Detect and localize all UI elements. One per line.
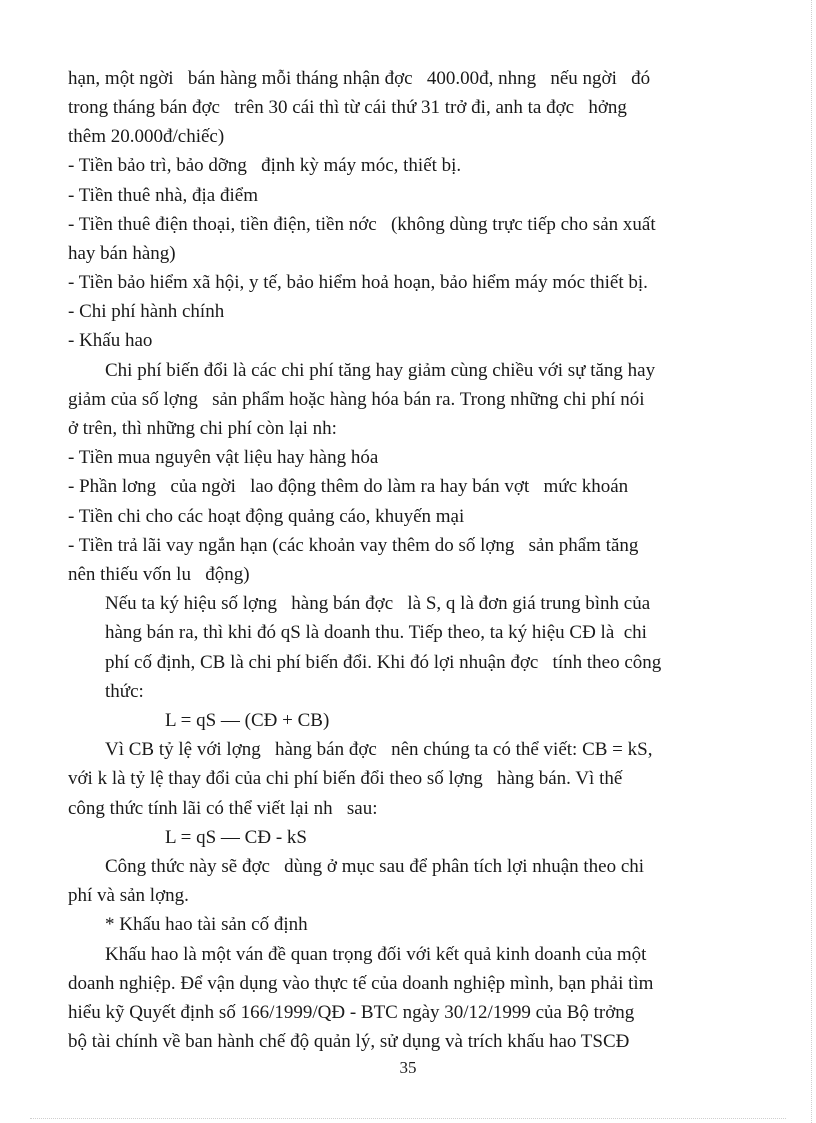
text-line: hiểu kỹ Quyết định số 166/1999/QĐ - BTC ngày 30/12/1999 của Bộ trởng bbox=[68, 1002, 635, 1023]
text-line: Công thức này sẽ đợc dùng ở mục sau để phân tích lợi nhuận theo chi bbox=[105, 856, 645, 877]
text-line: hay bán hàng) bbox=[68, 243, 176, 264]
text-line: giảm của số lợng sản phẩm hoặc hàng hóa bán ra. Trong những chi phí nói bbox=[68, 389, 645, 410]
text-line: - Tiền chi cho các hoạt động quảng cáo, khuyến mại bbox=[68, 506, 465, 527]
text-line: hạn, một ngời bán hàng mỗi tháng nhận đợc 400.00đ, nhng nếu ngời đó bbox=[68, 68, 651, 89]
text-line: thức: bbox=[105, 681, 144, 702]
text-line: Vì CB tỷ lệ với lợng hàng bán đợc nên chúng ta có thể viết: CB = kS, bbox=[105, 739, 653, 760]
page-border-bottom bbox=[30, 1118, 786, 1119]
text-line: phí và sản lợng. bbox=[68, 885, 189, 906]
text-line: Nếu ta ký hiệu số lợng hàng bán đợc là S, q là đơn giá trung bình của bbox=[105, 593, 651, 614]
text-line: công thức tính lãi có thể viết lại nh sau: bbox=[68, 798, 378, 819]
text-line: - Khấu hao bbox=[68, 330, 153, 351]
text-line: phí cố định, CB là chi phí biến đổi. Khi đó lợi nhuận đợc tính theo công bbox=[105, 652, 662, 673]
text-line: nên thiếu vốn lu động) bbox=[68, 564, 250, 585]
text-line: - Tiền thuê điện thoại, tiền điện, tiền nớc (không dùng trực tiếp cho sản xuất bbox=[68, 214, 656, 235]
text-line: ở trên, thì những chi phí còn lại nh: bbox=[68, 418, 337, 439]
text-line: hàng bán ra, thì khi đó qS là doanh thu. Tiếp theo, ta ký hiệu CĐ là chi bbox=[105, 622, 647, 643]
text-line: bộ tài chính về ban hành chế độ quản lý, sử dụng và trích khấu hao TSCĐ bbox=[68, 1031, 630, 1052]
text-line: Khấu hao là một ván đề quan trọng đối với kết quả kinh doanh của một bbox=[105, 944, 647, 965]
formula: L = qS — (CĐ + CB) bbox=[165, 710, 330, 731]
text-line: doanh nghiệp. Để vận dụng vào thực tế của doanh nghiệp mình, bạn phải tìm bbox=[68, 973, 654, 994]
text-line: - Tiền trả lãi vay ngắn hạn (các khoản vay thêm do số lợng sản phẩm tăng bbox=[68, 535, 639, 556]
page-number: 35 bbox=[399, 1058, 417, 1077]
text-line: - Tiền thuê nhà, địa điểm bbox=[68, 185, 258, 206]
text-line: - Tiền bảo hiểm xã hội, y tế, bảo hiểm hoả hoạn, bảo hiểm máy móc thiết bị. bbox=[68, 272, 648, 293]
text-line: - Tiền mua nguyên vật liệu hay hàng hóa bbox=[68, 447, 379, 468]
text-line: - Chi phí hành chính bbox=[68, 301, 225, 322]
section-heading: * Khấu hao tài sản cố định bbox=[105, 914, 308, 935]
text-line: thêm 20.000đ/chiếc) bbox=[68, 126, 225, 147]
text-line: Chi phí biến đổi là các chi phí tăng hay giảm cùng chiều với sự tăng hay bbox=[105, 360, 656, 381]
page-border-right bbox=[811, 0, 812, 1123]
text-line: trong tháng bán đợc trên 30 cái thì từ cái thứ 31 trở đi, anh ta đợc hởng bbox=[68, 97, 627, 118]
text-line: với k là tỷ lệ thay đổi của chi phí biến đổi theo số lợng hàng bán. Vì thế bbox=[68, 768, 623, 789]
text-line: - Phần lơng của ngời lao động thêm do làm ra hay bán vợt mức khoán bbox=[68, 476, 629, 497]
formula: L = qS — CĐ - kS bbox=[165, 827, 307, 848]
text-line: - Tiền bảo trì, bảo dỡng định kỳ máy móc, thiết bị. bbox=[68, 155, 462, 176]
